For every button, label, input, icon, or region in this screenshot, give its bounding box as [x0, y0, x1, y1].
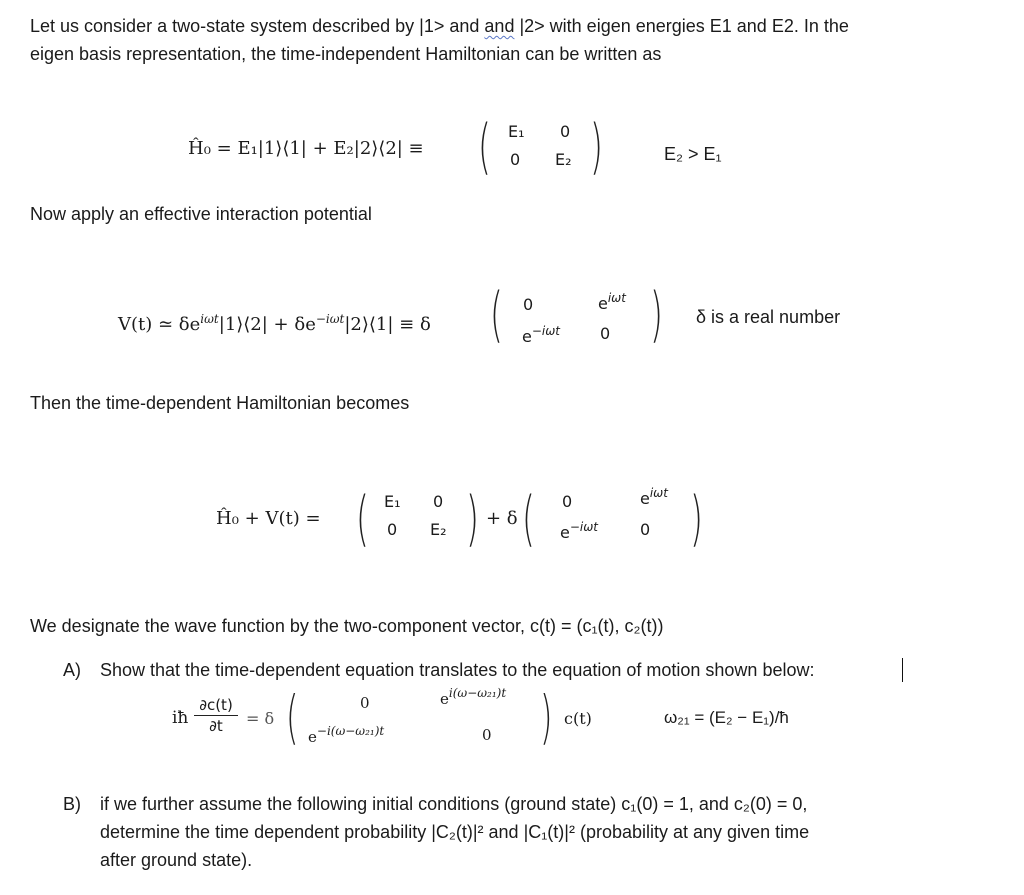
td-hamiltonian-text: Then the time-dependent Hamiltonian becomes [30, 393, 410, 413]
part-a-equals-delta: = δ [246, 709, 275, 728]
eq2-right-paren: ) [650, 280, 663, 350]
eq2-note: δ is a real number [696, 307, 841, 327]
part-a-text: Show that the time-dependent equation translates to the equation of motion shown below: [100, 660, 815, 680]
eq3-b22: 0 [640, 520, 651, 539]
wave-function-text: We designate the wave function by the two-component vector, c(t) = (c₁(t), c₂(t)) [30, 616, 664, 636]
eq1-m21: 0 [510, 150, 521, 169]
part-b-line-2: determine the time dependent probability |C₂(t)|² and |C₁(t)|² (probability at any given time [100, 822, 810, 842]
eq1-right-paren: ) [590, 112, 603, 182]
eq1-left-paren: ( [478, 112, 491, 182]
eq2-m12: $e^{i\omega t}$ [598, 291, 626, 313]
spellcheck-word: and [484, 16, 515, 36]
part-b-line-1: if we further assume the following initial conditions (ground state) c₁(0) = 1, and c₂(0) = 0, [100, 794, 808, 814]
fraction-bar [194, 715, 238, 716]
omega-definition: ω₂₁ = (E₂ − E₁)/ħ [664, 708, 789, 727]
eq1-m11: E₁ [508, 122, 525, 141]
eq1-lhs: Ĥ₀ = E₁|1⟩⟨1| + E₂|2⟩⟨2| ≡ [188, 138, 424, 159]
part-a-vector: c(t) [564, 709, 592, 728]
eq3-right-paren-a: ) [466, 484, 479, 554]
fraction-numerator: ∂c(t) [199, 696, 233, 714]
part-a-fraction [194, 696, 238, 735]
eq1-m12: 0 [560, 122, 571, 141]
fraction-denominator: ∂t [209, 717, 223, 735]
eq2-m21: $e^{-i\omega t}$ [522, 324, 560, 346]
eq1-m22: E₂ [555, 150, 572, 169]
eq3-right-paren-b: ) [690, 484, 703, 554]
eq3-lhs: Ĥ₀ + V(t) = [216, 508, 321, 529]
eq3-a12: 0 [433, 492, 444, 511]
part-a-label: A) [63, 660, 81, 680]
part-a-right-paren: ) [540, 683, 553, 751]
eq2-m22: 0 [600, 324, 611, 343]
part-b-label: B) [63, 794, 81, 814]
eq3-a11: E₁ [384, 492, 401, 511]
eq1-condition: E₂ > E₁ [664, 144, 722, 164]
part-a-m12: $e^{i(\omega-\omega_{21})t}$ [440, 686, 507, 708]
part-a-left-paren: ( [286, 683, 299, 751]
eq3-plus-delta: + δ [486, 508, 518, 529]
part-b-line-3: after ground state). [100, 850, 253, 870]
eq3-b12: $e^{i\omega t}$ [640, 486, 668, 508]
eq3-a21: 0 [387, 520, 398, 539]
eq3-left-paren-a: ( [356, 484, 369, 554]
part-a-m22: 0 [482, 726, 492, 744]
eq3-b11: 0 [562, 492, 573, 511]
eq2-left-paren: ( [490, 280, 503, 350]
intro-line-2: eigen basis representation, the time-independent Hamiltonian can be written as [30, 44, 662, 64]
eq3-a22: E₂ [430, 520, 447, 539]
part-a-ihbar: iħ [172, 708, 189, 728]
interaction-text: Now apply an effective interaction potential [30, 204, 372, 224]
part-a-m11: 0 [360, 694, 370, 712]
eq3-left-paren-b: ( [522, 484, 535, 554]
text-cursor [902, 658, 903, 682]
eq2-m11: 0 [523, 295, 534, 314]
eq3-b21: $e^{-i\omega t}$ [560, 520, 598, 542]
part-a-m21: $e^{-i(\omega-\omega_{21})t}$ [308, 724, 385, 746]
intro-line-1: Let us consider a two-state system described by |1> and and |2> with eigen energies E1 and E2. In the [30, 16, 849, 36]
eq2-lhs: V(t) ≃ $\delta e^{i\omega t}|1⟩⟨2|$ + $\delta e^{-i\omega t}|2⟩⟨1| \equiv \delta$ [118, 312, 431, 335]
